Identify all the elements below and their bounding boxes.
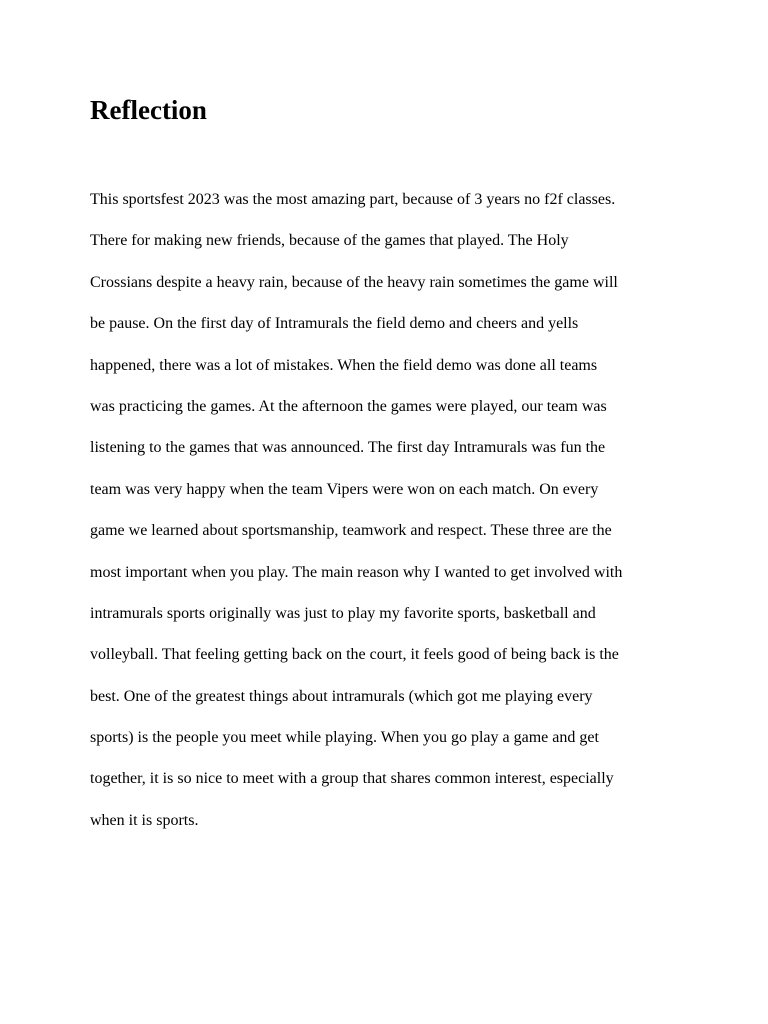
- paragraph-line: most important when you play. The main reason why I wanted to get involved with: [90, 563, 623, 581]
- paragraph-line: together, it is so nice to meet with a group that shares common interest, especially: [90, 770, 614, 788]
- paragraph-line: intramurals sports originally was just to play my favorite sports, basketball and: [90, 604, 596, 622]
- reflection-paragraph: [90, 185, 710, 847]
- paragraph-line: best. One of the greatest things about intramurals (which got me playing every: [90, 687, 593, 705]
- paragraph-line: happened, there was a lot of mistakes. When the field demo was done all teams: [90, 356, 598, 374]
- paragraph-line: There for making new friends, because of the games that played. The Holy: [90, 232, 569, 250]
- document-title: Reflection: [90, 95, 207, 125]
- paragraph-line: game we learned about sportsmanship, teamwork and respect. These three are the: [90, 522, 612, 540]
- paragraph-line: was practicing the games. At the afternoon the games were played, our team was: [90, 397, 607, 415]
- paragraph-line: sports) is the people you meet while playing. When you go play a game and get: [90, 729, 599, 747]
- paragraph-line: listening to the games that was announced. The first day Intramurals was fun the: [90, 439, 606, 457]
- paragraph-line: Crossians despite a heavy rain, because of the heavy rain sometimes the game will: [90, 273, 618, 291]
- paragraph-line: volleyball. That feeling getting back on the court, it feels good of being back is the: [90, 646, 619, 664]
- paragraph-line: be pause. On the first day of Intramurals the field demo and cheers and yells: [90, 315, 579, 333]
- paragraph-line: team was very happy when the team Vipers were won on each match. On every: [90, 480, 599, 498]
- paragraph-line: when it is sports.: [90, 811, 199, 829]
- paragraph-line: This sportsfest 2023 was the most amazing part, because of 3 years no f2f classes.: [90, 191, 616, 208]
